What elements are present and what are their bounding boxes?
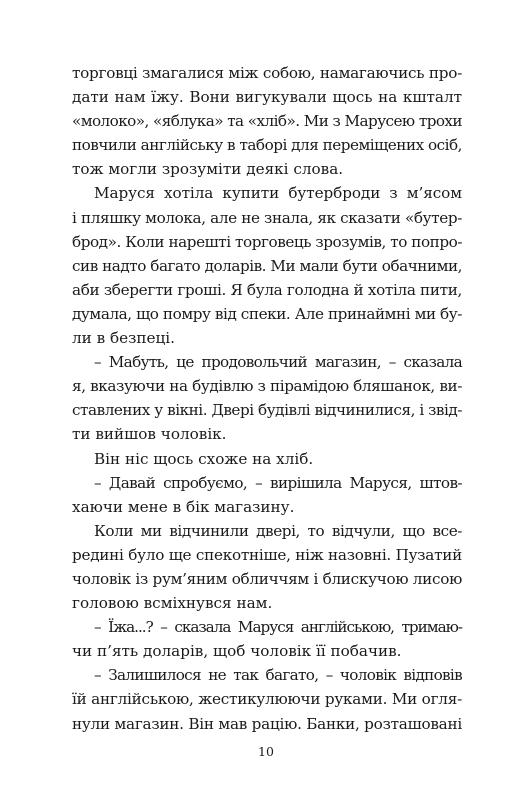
text-line: думала, що помру від спеки. Але принаймні ми бу- bbox=[72, 304, 462, 323]
text-line: їй англійською, жестикулюючи руками. Ми огля- bbox=[72, 690, 462, 709]
text-line: повчили англійську в таборі для переміщених осіб, bbox=[72, 136, 463, 155]
page-number: 10 bbox=[258, 744, 274, 759]
text-line: – Давай спробуємо, – вирішила Маруся, штов- bbox=[94, 473, 462, 492]
text-line: дати нам їжу. Вони вигукували щось на кшталт bbox=[72, 88, 462, 107]
text-line: ли в безпеці. bbox=[72, 329, 175, 348]
text-line: брод». Коли нарешті торговець зрозумів, то попро- bbox=[72, 232, 463, 251]
text-line: Коли ми відчинили двері, то відчули, що все- bbox=[94, 521, 462, 540]
text-line: Маруся хотіла купити бутерброди з м’ясом bbox=[94, 184, 462, 203]
text-line: хаючи мене в бік магазину. bbox=[72, 497, 295, 516]
text-line: ти вийшов чоловік. bbox=[72, 425, 227, 444]
text-line: ставлених у вікні. Двері будівлі відчинилися, і звід- bbox=[72, 401, 462, 420]
text-line: чоловік із рум’яним обличчям і блискучою лисою bbox=[72, 569, 463, 588]
text-line: і пляшку молока, але не знала, як сказати «бутер- bbox=[72, 208, 463, 227]
text-line: чи п’ять доларів, щоб чоловік її побачив. bbox=[72, 642, 402, 661]
text-line: тож могли зрозуміти деякі слова. bbox=[72, 160, 344, 179]
text-line: Він ніс щось схоже на хліб. bbox=[94, 449, 314, 468]
text-line: нули магазин. Він мав рацію. Банки, розташовані bbox=[72, 714, 462, 733]
text-line: аби зберегти гроші. Я була голодна й хотіла пити, bbox=[72, 280, 463, 299]
text-line: головою всміхнувся нам. bbox=[72, 594, 273, 613]
text-line: я, вказуючи на будівлю з пірамідою бляшанок, ви- bbox=[72, 377, 462, 396]
text-line: – Залишилося не так багато, – чоловік відповів bbox=[94, 666, 462, 685]
text-line: «молоко», «яблука» та «хліб». Ми з Марусею трохи bbox=[72, 112, 462, 131]
text-line: редині було ще спекотніше, ніж назовні. Пузатий bbox=[72, 545, 463, 564]
text-line: торговці змагалися між собою, намагаючись про- bbox=[72, 64, 462, 82]
text-line: сив надто багато доларів. Ми мали бути обачними, bbox=[72, 256, 462, 275]
body-text bbox=[72, 61, 462, 736]
text-line: – Мабуть, це продовольчий магазин, – сказала bbox=[94, 353, 462, 372]
text-line: – Їжа...? – сказала Маруся англійською, тримаю- bbox=[94, 618, 462, 637]
